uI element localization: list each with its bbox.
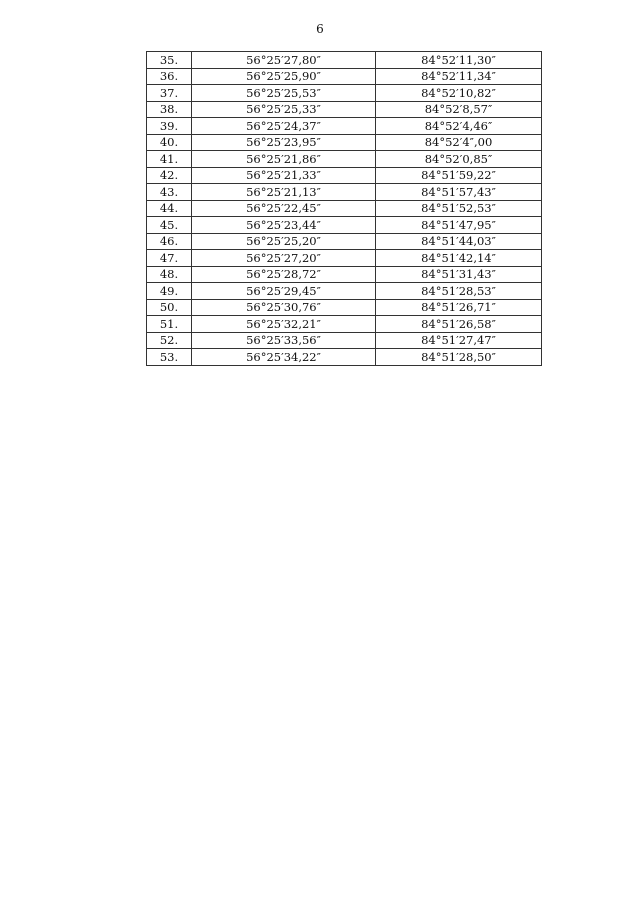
table-row	[147, 85, 542, 102]
latitude-cell: 56°25′25,90″	[192, 68, 376, 85]
latitude-cell: 56°25′25,53″	[192, 85, 376, 102]
longitude-cell: 84°51′28,53″	[376, 283, 542, 300]
table-row	[147, 167, 542, 184]
point-number-cell: 36.	[147, 68, 192, 85]
table-row	[147, 233, 542, 250]
point-number-cell: 41.	[147, 151, 192, 168]
table-row	[147, 332, 542, 349]
point-number-cell: 51.	[147, 316, 192, 333]
table-row	[147, 316, 542, 333]
longitude-cell: 84°51′31,43″	[376, 266, 542, 283]
latitude-cell: 56°25′23,44″	[192, 217, 376, 234]
longitude-cell: 84°52′4″,00	[376, 134, 542, 151]
longitude-cell: 84°52′0,85″	[376, 151, 542, 168]
point-number-cell: 40.	[147, 134, 192, 151]
point-number-cell: 39.	[147, 118, 192, 135]
longitude-cell: 84°52′11,34″	[376, 68, 542, 85]
point-number-cell: 47.	[147, 250, 192, 267]
page-number: 6	[316, 22, 324, 36]
table-row	[147, 266, 542, 283]
latitude-cell: 56°25′25,20″	[192, 233, 376, 250]
longitude-cell: 84°51′59,22″	[376, 167, 542, 184]
longitude-cell: 84°51′27,47″	[376, 332, 542, 349]
table-row	[147, 250, 542, 267]
latitude-cell: 56°25′23,95″	[192, 134, 376, 151]
latitude-cell: 56°25′34,22″	[192, 349, 376, 366]
table-row	[147, 68, 542, 85]
point-number-cell: 53.	[147, 349, 192, 366]
longitude-cell: 84°52′8,57″	[376, 101, 542, 118]
point-number-cell: 50.	[147, 299, 192, 316]
coordinates-table	[146, 51, 542, 366]
longitude-cell: 84°51′44,03″	[376, 233, 542, 250]
table-row	[147, 151, 542, 168]
latitude-cell: 56°25′21,33″	[192, 167, 376, 184]
latitude-cell: 56°25′33,56″	[192, 332, 376, 349]
table-row	[147, 283, 542, 300]
table-row	[147, 200, 542, 217]
latitude-cell: 56°25′22,45″	[192, 200, 376, 217]
latitude-cell: 56°25′25,33″	[192, 101, 376, 118]
point-number-cell: 42.	[147, 167, 192, 184]
point-number-cell: 45.	[147, 217, 192, 234]
table-row	[147, 349, 542, 366]
longitude-cell: 84°52′10,82″	[376, 85, 542, 102]
point-number-cell: 48.	[147, 266, 192, 283]
latitude-cell: 56°25′21,13″	[192, 184, 376, 201]
longitude-cell: 84°51′57,43″	[376, 184, 542, 201]
latitude-cell: 56°25′32,21″	[192, 316, 376, 333]
point-number-cell: 44.	[147, 200, 192, 217]
latitude-cell: 56°25′29,45″	[192, 283, 376, 300]
table-row	[147, 134, 542, 151]
latitude-cell: 56°25′21,86″	[192, 151, 376, 168]
coordinates-table-body	[147, 52, 542, 366]
point-number-cell: 46.	[147, 233, 192, 250]
latitude-cell: 56°25′30,76″	[192, 299, 376, 316]
point-number-cell: 38.	[147, 101, 192, 118]
latitude-cell: 56°25′27,20″	[192, 250, 376, 267]
point-number-cell: 43.	[147, 184, 192, 201]
table-row	[147, 299, 542, 316]
longitude-cell: 84°51′47,95″	[376, 217, 542, 234]
longitude-cell: 84°52′4,46″	[376, 118, 542, 135]
latitude-cell: 56°25′27,80″	[192, 52, 376, 69]
longitude-cell: 84°51′26,71″	[376, 299, 542, 316]
table-row	[147, 217, 542, 234]
point-number-cell: 37.	[147, 85, 192, 102]
longitude-cell: 84°51′42,14″	[376, 250, 542, 267]
point-number-cell: 52.	[147, 332, 192, 349]
point-number-cell: 35.	[147, 52, 192, 69]
table-row	[147, 184, 542, 201]
longitude-cell: 84°52′11,30″	[376, 52, 542, 69]
point-number-cell: 49.	[147, 283, 192, 300]
table-row	[147, 52, 542, 69]
latitude-cell: 56°25′28,72″	[192, 266, 376, 283]
longitude-cell: 84°51′28,50″	[376, 349, 542, 366]
latitude-cell: 56°25′24,37″	[192, 118, 376, 135]
table-row	[147, 101, 542, 118]
longitude-cell: 84°51′26,58″	[376, 316, 542, 333]
longitude-cell: 84°51′52,53″	[376, 200, 542, 217]
table-row	[147, 118, 542, 135]
